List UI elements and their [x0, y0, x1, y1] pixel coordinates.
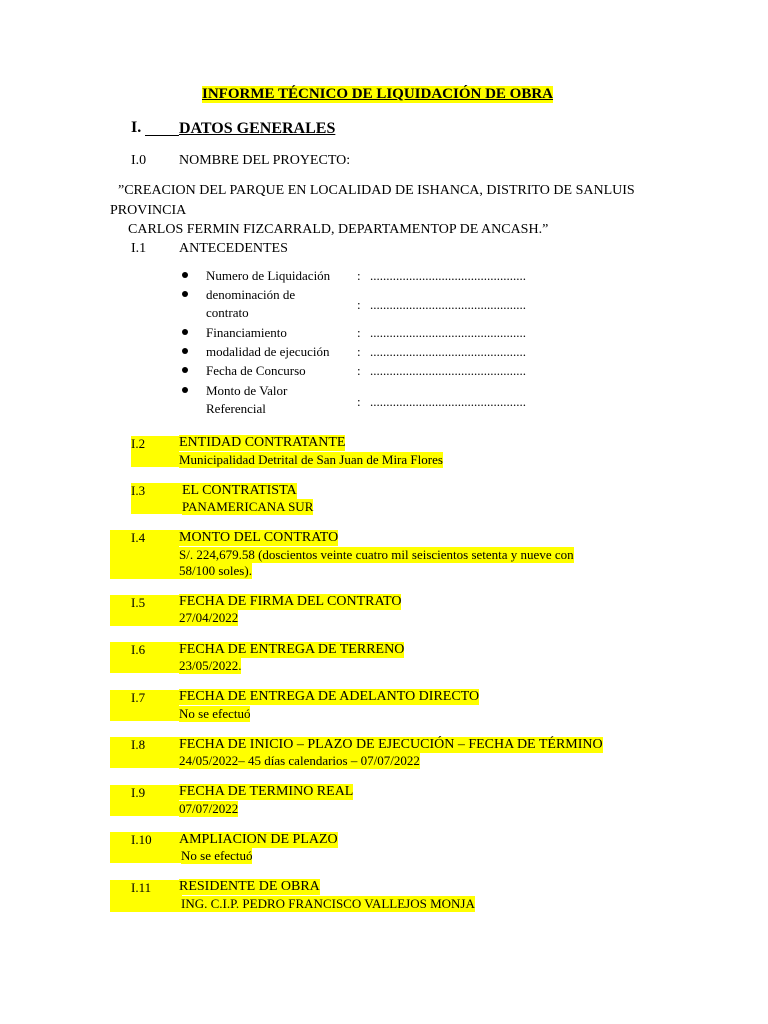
antecedente-value: ................................................: [370, 297, 526, 312]
item-value-i11: ING. C.I.P. PEDRO FRANCISCO VALLEJOS MONJA: [181, 896, 475, 911]
item-value-i4-cont: 58/100 soles).: [110, 563, 252, 579]
item-label-i8: FECHA DE INICIO – PLAZO DE EJECUCIÓN – FECHA DE TÉRMINO: [179, 737, 603, 752]
antecedente-value: ................................................: [370, 394, 526, 409]
antecedente-label-cont: Referencial: [206, 401, 266, 416]
item-number-i9: I.9: [131, 785, 146, 800]
section-number: I.: [131, 119, 142, 136]
item-number-i1: I.1: [131, 241, 147, 256]
bullet-icon: [182, 387, 188, 393]
antecedente-label: Monto de Valor: [206, 383, 288, 398]
item-number-i8: I.8: [131, 737, 146, 752]
antecedente-value: ................................................: [370, 363, 526, 378]
project-name-line1: ”CREACION DEL PARQUE EN LOCALIDAD DE ISHANCA, DISTRITO DE SANLUIS: [118, 183, 635, 198]
item-label-i11: RESIDENTE DE OBRA: [179, 879, 320, 894]
item-label-i0: NOMBRE DEL PROYECTO:: [179, 153, 351, 168]
item-number-i11: I.11: [131, 880, 152, 895]
section-underline: [145, 135, 179, 136]
bullet-icon: [182, 367, 188, 373]
antecedente-value: ................................................: [370, 325, 526, 340]
antecedente-sep: :: [357, 268, 361, 283]
item-label-i4: MONTO DEL CONTRATO: [179, 530, 339, 545]
item-label-i3: EL CONTRATISTA: [182, 483, 297, 498]
bullet-icon: [182, 329, 188, 335]
bullet-icon: [182, 291, 188, 297]
antecedente-sep: :: [357, 325, 361, 340]
item-label-i7: FECHA DE ENTREGA DE ADELANTO DIRECTO: [179, 689, 480, 704]
item-value-i7: No se efectuó: [179, 706, 251, 721]
antecedente-sep: :: [357, 297, 361, 312]
item-value-i10: No se efectuó: [181, 848, 253, 863]
antecedente-label: Numero de Liquidación: [206, 268, 331, 283]
item-label-i1: ANTECEDENTES: [179, 241, 288, 256]
item-label-i6: FECHA DE ENTREGA DE TERRENO: [179, 642, 405, 657]
document-title: INFORME TÉCNICO DE LIQUIDACIÓN DE OBRA: [202, 86, 554, 102]
item-label-i5: FECHA DE FIRMA DEL CONTRATO: [179, 594, 402, 609]
project-name-line2: PROVINCIA: [110, 203, 187, 218]
item-number-i0: I.0: [131, 153, 147, 168]
item-label-i9: FECHA DE TERMINO REAL: [179, 784, 354, 799]
item-number-i7: I.7: [131, 690, 146, 705]
item-number-i6: I.6: [131, 642, 146, 657]
item-value-i2: Municipalidad Detrital de San Juan de Mira Flores: [179, 452, 443, 467]
item-value-i4: S/. 224,679.58 (doscientos veinte cuatro mil seiscientos setenta y nueve con: [179, 547, 574, 562]
item-number-i10: I.10: [131, 832, 152, 847]
item-label-i2: ENTIDAD CONTRATANTE: [179, 435, 346, 450]
antecedente-sep: :: [357, 363, 361, 378]
bullet-icon: [182, 348, 188, 354]
item-label-i10: AMPLIACION DE PLAZO: [179, 832, 338, 847]
bullet-icon: [182, 272, 188, 278]
project-name-line3: CARLOS FERMIN FIZCARRALD, DEPARTAMENTOP DE ANCASH.”: [128, 222, 549, 237]
section-title: DATOS GENERALES: [179, 120, 336, 137]
antecedente-label: Financiamiento: [206, 325, 287, 340]
item-number-i3: I.3: [131, 483, 146, 498]
antecedente-value: ................................................: [370, 268, 526, 283]
item-value-i3: PANAMERICANA SUR: [182, 499, 314, 514]
antecedente-label: modalidad de ejecución: [206, 344, 330, 359]
antecedente-sep: :: [357, 394, 361, 409]
antecedente-value: ................................................: [370, 344, 526, 359]
item-value-i6: 23/05/2022.: [179, 658, 242, 673]
item-number-i2: I.2: [131, 436, 146, 451]
antecedente-label: Fecha de Concurso: [206, 363, 306, 378]
item-number-i5: I.5: [131, 595, 146, 610]
item-number-i4: I.4: [131, 530, 146, 545]
antecedente-label: denominación de: [206, 287, 296, 302]
antecedente-label-cont: contrato: [206, 305, 249, 320]
antecedente-sep: :: [357, 344, 361, 359]
item-value-i5: 27/04/2022: [179, 610, 239, 625]
item-value-i8: 24/05/2022– 45 días calendarios – 07/07/2022: [179, 753, 420, 768]
item-value-i9: 07/07/2022: [179, 801, 239, 816]
